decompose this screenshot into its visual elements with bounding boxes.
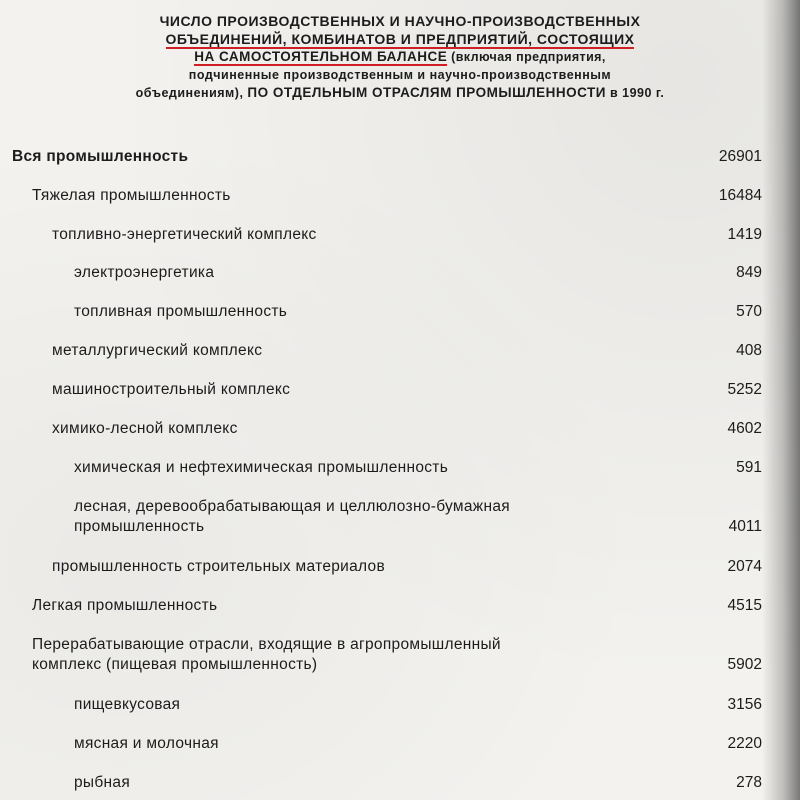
heading-line-5-c: в 1990 г. xyxy=(606,86,665,100)
row-label: химическая и нефтехимическая промышленность xyxy=(74,459,449,476)
row-label: Вся промышленность xyxy=(12,148,189,165)
row-value: 1419 xyxy=(727,226,762,243)
row-value: 4515 xyxy=(727,597,762,614)
row-value: 3156 xyxy=(727,696,762,713)
row-value: 16484 xyxy=(718,187,762,204)
row-value: 408 xyxy=(736,342,762,359)
row-label: Легкая промышленность xyxy=(32,597,218,614)
row-value: 849 xyxy=(736,264,762,281)
row-label: топливная промышленность xyxy=(74,303,288,320)
row-label: пищевкусовая xyxy=(74,696,181,713)
row-value: 2074 xyxy=(727,558,762,575)
heading-line-3-main: НА САМОСТОЯТЕЛЬНОМ БАЛАНСЕ xyxy=(194,49,448,64)
row-value: 5252 xyxy=(727,381,762,398)
row-value: 26901 xyxy=(718,148,762,165)
row-label-line-2: комплекс (пищевая промышленность) xyxy=(32,656,318,673)
row-value: 2220 xyxy=(727,735,762,752)
row-label: промышленность строительных материалов xyxy=(52,558,386,575)
heading-line-5-b: ПО ОТДЕЛЬНЫМ ОТРАСЛЯМ ПРОМЫШЛЕННОСТИ xyxy=(247,85,606,100)
row-label-line-1: лесная, деревообрабатывающая и целлюлозно-бумажная xyxy=(74,498,510,515)
heading-line-5-a: объединениям), xyxy=(135,86,248,100)
heading-line-3-rest: (включая предприятия, xyxy=(447,50,606,64)
row-value: 591 xyxy=(736,459,762,476)
row-label: химико-лесной комплекс xyxy=(52,420,238,437)
row-value: 4011 xyxy=(728,518,762,535)
row-label: машиностроительный комплекс xyxy=(52,381,291,398)
row-label: рыбная xyxy=(74,774,131,791)
heading-line-4: подчиненные производственным и научно-производственным xyxy=(188,68,612,82)
row-value: 4602 xyxy=(727,420,762,437)
row-label: топливно-энергетический комплекс xyxy=(52,226,317,243)
row-label: мясная и молочная xyxy=(74,735,219,752)
row-label: металлургический комплекс xyxy=(52,342,263,359)
row-value: 570 xyxy=(736,303,762,320)
row-label-line-1: Перерабатывающие отрасли, входящие в агропромышленный xyxy=(32,636,501,653)
row-label: Тяжелая промышленность xyxy=(32,187,231,204)
row-label-line-2: промышленность xyxy=(74,518,205,535)
row-value: 5902 xyxy=(727,656,762,673)
heading-line-1: ЧИСЛО ПРОИЗВОДСТВЕННЫХ И НАУЧНО-ПРОИЗВОДСТВЕННЫХ xyxy=(159,13,641,29)
row-label: электроэнергетика xyxy=(74,264,215,281)
heading-line-2: ОБЪЕДИНЕНИЙ, КОМБИНАТОВ И ПРЕДПРИЯТИЙ, СОСТОЯЩИХ xyxy=(165,31,635,47)
row-value: 278 xyxy=(736,774,762,791)
